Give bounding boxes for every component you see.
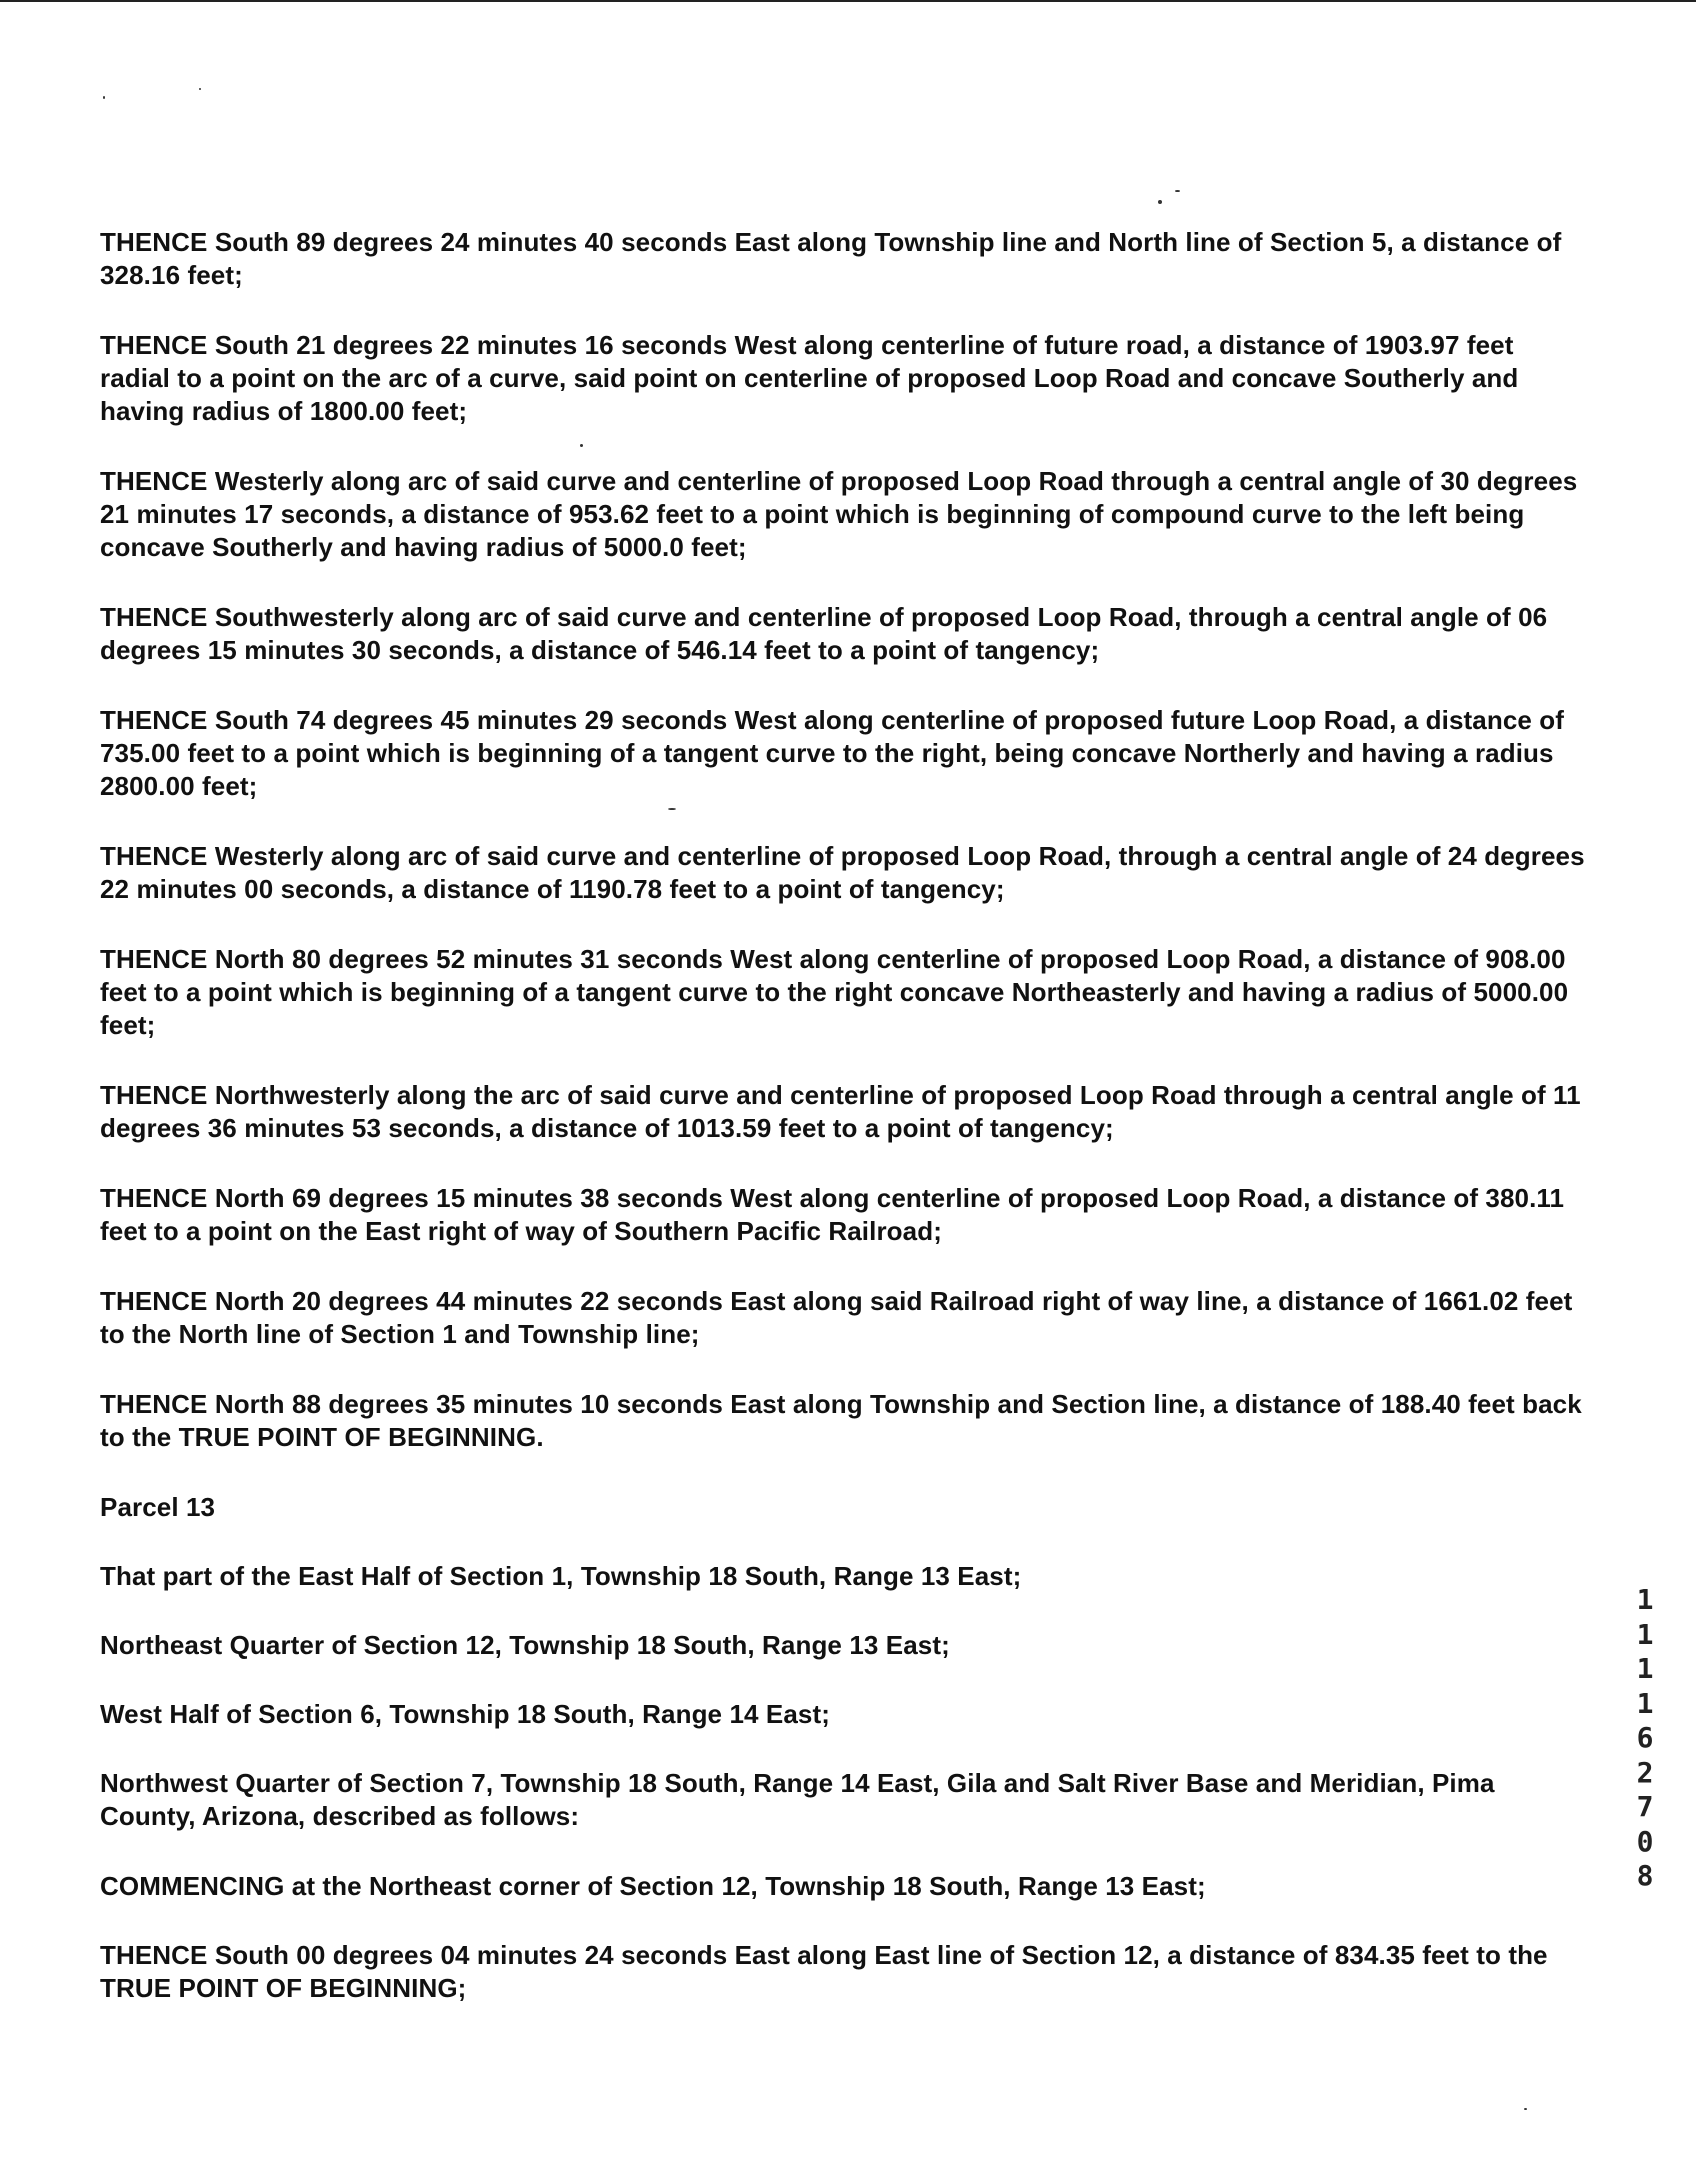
course-paragraph: THENCE South 21 degrees 22 minutes 16 seconds West along centerline of future road, a distance of 1903.97 feet radial to a point on the arc of a curve, said point on centerline of proposed Loop Road and concave Southerly and having radius of 1800.00 feet; <box>100 330 1519 426</box>
course-paragraph: THENCE Westerly along arc of said curve and centerline of proposed Loop Road, through a central angle of 24 degrees 22 minutes 00 seconds, a distance of 1190.78 feet to a point of tangency; <box>100 841 1585 904</box>
scan-speck <box>1175 190 1180 192</box>
course-paragraph: THENCE Westerly along arc of said curve and centerline of proposed Loop Road through a central angle of 30 degrees 21 minutes 17 seconds, a distance of 953.62 feet to a point which is beginning of compound curve to the left being concave Southerly and having radius of 5000.0 feet; <box>100 466 1578 562</box>
recording-number-digit: 8 <box>1636 1859 1654 1892</box>
course-paragraph: THENCE North 69 degrees 15 minutes 38 seconds West along centerline of proposed Loop Road, a distance of 380.11 feet to a point on the East right of way of Southern Pacific Railroad; <box>100 1183 1565 1246</box>
parcel-line: That part of the East Half of Section 1, Township 18 South, Range 13 East; <box>100 1561 1022 1591</box>
course-paragraph: THENCE South 00 degrees 04 minutes 24 seconds East along East line of Section 12, a distance of 834.35 feet to the TRUE POINT OF BEGINNING; <box>100 1940 1548 2003</box>
recording-number-digit: 1 <box>1636 1617 1654 1651</box>
recording-number-digit: 6 <box>1636 1721 1654 1754</box>
commencing-paragraph: COMMENCING at the Northeast corner of Section 12, Township 18 South, Range 13 East; <box>100 1871 1206 1901</box>
scan-speck <box>1524 2108 1527 2110</box>
course-paragraph: THENCE Northwesterly along the arc of said curve and centerline of proposed Loop Road through a central angle of 11 degrees 36 minutes 53 seconds, a distance of 1013.59 feet to a point of tangency; <box>100 1080 1581 1143</box>
recording-number-vertical <box>1631 1583 1659 1894</box>
recording-number-digit: 1 <box>1636 1583 1654 1616</box>
course-paragraph: THENCE Southwesterly along arc of said curve and centerline of proposed Loop Road, through a central angle of 06 degrees 15 minutes 30 seconds, a distance of 546.14 feet to a point of tangency; <box>100 602 1548 665</box>
parcel-line: Northeast Quarter of Section 12, Township 18 South, Range 13 East; <box>100 1630 950 1660</box>
course-paragraph: THENCE South 89 degrees 24 minutes 40 seconds East along Township line and North line of Section 5, a distance of 328.16 feet; <box>100 227 1562 290</box>
recording-number-digit: 1 <box>1636 1652 1654 1685</box>
legal-description <box>100 226 1590 2042</box>
parcel-line: Northwest Quarter of Section 7, Township 18 South, Range 14 East, Gila and Salt River Base and Meridian, Pima County, Arizona, described as follows: <box>100 1768 1495 1831</box>
parcel-line: West Half of Section 6, Township 18 South, Range 14 East; <box>100 1699 830 1729</box>
recording-number-digit: 7 <box>1636 1790 1654 1823</box>
scan-speck <box>199 88 201 90</box>
scan-speck <box>1158 200 1162 204</box>
recording-number-digit: 2 <box>1636 1755 1654 1789</box>
course-paragraph: THENCE North 88 degrees 35 minutes 10 seconds East along Township and Section line, a distance of 188.40 feet back to the TRUE POINT OF BEGINNING. <box>100 1389 1582 1452</box>
course-paragraph: THENCE North 80 degrees 52 minutes 31 seconds West along centerline of proposed Loop Road, a distance of 908.00 feet to a point which is beginning of a tangent curve to the right concave Northeasterly and having a radius of 5000.00 feet; <box>100 944 1569 1040</box>
recording-number-digit: 0 <box>1636 1824 1654 1858</box>
scan-edge-line <box>0 0 1696 2</box>
parcel-heading: Parcel 13 <box>100 1492 216 1522</box>
recording-number-digit: 1 <box>1636 1686 1654 1720</box>
course-paragraph: THENCE South 74 degrees 45 minutes 29 seconds West along centerline of proposed future Loop Road, a distance of 735.00 feet to a point which is beginning of a tangent curve to the right, being concave Northerly and having a radius 2800.00 feet; <box>100 705 1565 801</box>
scan-speck <box>103 96 105 99</box>
course-paragraph: THENCE North 20 degrees 44 minutes 22 seconds East along said Railroad right of way line, a distance of 1661.02 feet to the North line of Section 1 and Township line; <box>100 1286 1573 1349</box>
